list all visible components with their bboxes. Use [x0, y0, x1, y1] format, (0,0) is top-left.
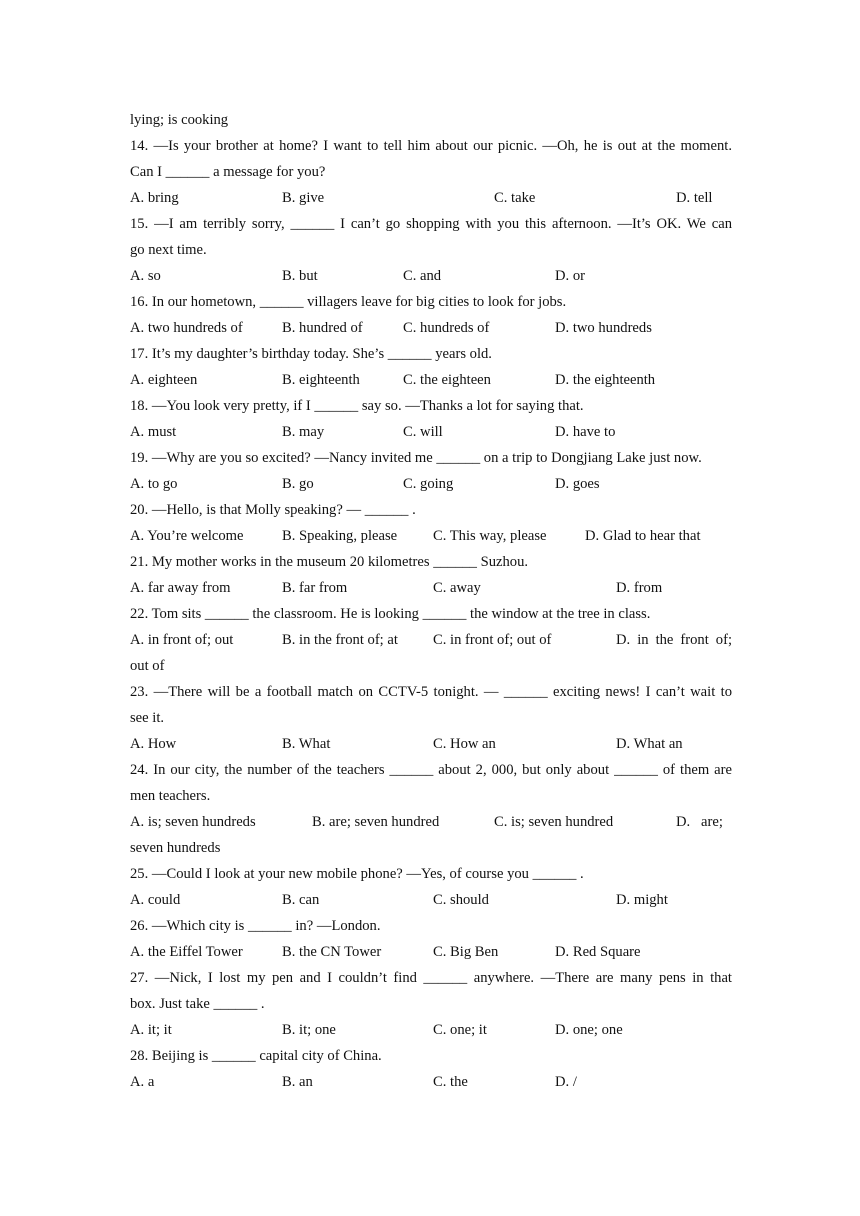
question-14-cont: Can I ______ a message for you?: [130, 164, 326, 180]
question-text: lying; is cooking: [130, 112, 229, 128]
option-d: D. from: [616, 580, 663, 596]
option-a: A. a: [130, 1074, 155, 1090]
option-a: A. must: [130, 424, 177, 440]
option-a: A. far away from: [130, 580, 231, 596]
option-d: D. Red Square: [555, 944, 641, 960]
option-b: B. the CN Tower: [282, 944, 382, 960]
question-27-cont: box. Just take ______ .: [130, 996, 265, 1012]
exam-page: [130, 107, 732, 1095]
options-28: [130, 1069, 732, 1095]
question-15: 15. —I am terribly sorry, ______ I can’t go shopping with you this afternoon. —It’s OK. We can: [130, 216, 732, 232]
option-c: C. the: [433, 1074, 468, 1090]
option-a: A. How: [130, 736, 177, 752]
option-c: C. How an: [433, 736, 496, 752]
option-d: D. one; one: [555, 1022, 623, 1038]
question-23: 23. —There will be a football match on CCTV-5 tonight. — ______ exciting news! I can’t wait to: [130, 684, 732, 700]
option-c: C. one; it: [433, 1022, 487, 1038]
question-18: 18. —You look very pretty, if I ______ say so. —Thanks a lot for saying that.: [130, 398, 584, 414]
options-27: [130, 1017, 732, 1043]
question-28: 28. Beijing is ______ capital city of China.: [130, 1048, 382, 1064]
options-16: [130, 315, 732, 341]
option-d-cont: out of: [130, 658, 165, 674]
option-d: D. might: [616, 892, 668, 908]
option-c: C. will: [403, 424, 443, 440]
option-b: B. may: [282, 424, 325, 440]
option-a: A. in front of; out: [130, 632, 234, 648]
option-d: D. the eighteenth: [555, 372, 656, 388]
option-a: A. bring: [130, 190, 179, 206]
option-b: B. What: [282, 736, 331, 752]
option-c: C. and: [403, 268, 442, 284]
question-23-cont: see it.: [130, 710, 165, 726]
option-a: A. is; seven hundreds: [130, 814, 256, 830]
question-17: 17. It’s my daughter’s birthday today. She’s ______ years old.: [130, 346, 492, 362]
option-b: B. it; one: [282, 1022, 336, 1038]
option-c: C. should: [433, 892, 489, 908]
question-25: 25. —Could I look at your new mobile phone? —Yes, of course you ______ .: [130, 866, 584, 882]
option-d: D. goes: [555, 476, 600, 492]
options-17: [130, 367, 732, 393]
option-d: D. Glad to hear that: [585, 528, 701, 544]
option-d: D. have to: [555, 424, 616, 440]
options-26: [130, 939, 732, 965]
option-d: D. tell: [676, 190, 713, 206]
option-b: B. hundred of: [282, 320, 363, 336]
option-d: D. or: [555, 268, 585, 284]
option-c: C. This way, please: [433, 528, 547, 544]
options-15: [130, 263, 732, 289]
option-a: A. two hundreds of: [130, 320, 243, 336]
question-16: 16. In our hometown, ______ villagers leave for big cities to look for jobs.: [130, 294, 567, 310]
options-20: [130, 523, 732, 549]
option-d: D. What an: [616, 736, 683, 752]
option-b: B. far from: [282, 580, 348, 596]
option-d: D. in the front of;: [616, 632, 732, 648]
question-26: 26. —Which city is ______ in? —London.: [130, 918, 381, 934]
option-a: A. the Eiffel Tower: [130, 944, 243, 960]
option-b: B. are; seven hundred: [312, 814, 440, 830]
option-d: D. /: [555, 1074, 577, 1090]
option-b: B. in the front of; at: [282, 632, 398, 648]
option-a: A. eighteen: [130, 372, 198, 388]
question-27: 27. —Nick, I lost my pen and I couldn’t find ______ anywhere. —There are many pens in that: [130, 970, 732, 986]
option-b: B. an: [282, 1074, 313, 1090]
option-b: B. but: [282, 268, 318, 284]
option-c: C. hundreds of: [403, 320, 490, 336]
question-22: 22. Tom sits ______ the classroom. He is looking ______ the window at the tree in class.: [130, 606, 651, 622]
option-b: B. Speaking, please: [282, 528, 398, 544]
question-19: 19. —Why are you so excited? —Nancy invited me ______ on a trip to Dongjiang Lake just now.: [130, 450, 702, 466]
options-14: [130, 185, 732, 211]
option-c: C. the eighteen: [403, 372, 491, 388]
option-d-cont: seven hundreds: [130, 840, 221, 856]
option-d: D.: [676, 814, 691, 830]
options-23: [130, 731, 732, 757]
question-14: 14. —Is your brother at home? I want to tell him about our picnic. —Oh, he is out at the moment.: [130, 138, 732, 154]
option-a: A. could: [130, 892, 181, 908]
option-a: A. so: [130, 268, 161, 284]
option-d: D. two hundreds: [555, 320, 652, 336]
option-a: A. it; it: [130, 1022, 172, 1038]
question-24-cont: men teachers.: [130, 788, 211, 804]
question-15-cont: go next time.: [130, 242, 207, 258]
question-21: 21. My mother works in the museum 20 kilometres ______ Suzhou.: [130, 554, 529, 570]
options-19: [130, 471, 732, 497]
option-b: B. give: [282, 190, 325, 206]
option-a: A. to go: [130, 476, 178, 492]
option-c: C. going: [403, 476, 454, 492]
option-d-text: are;: [701, 814, 723, 830]
options-21: [130, 575, 732, 601]
option-c: C. Big Ben: [433, 944, 499, 960]
option-a: A. You’re welcome: [130, 528, 244, 544]
question-24: 24. In our city, the number of the teachers ______ about 2, 000, but only about ______ of them are: [130, 762, 732, 778]
option-c: C. take: [494, 190, 536, 206]
options-25: [130, 887, 732, 913]
options-18: [130, 419, 732, 445]
option-b: B. go: [282, 476, 314, 492]
option-c: C. is; seven hundred: [494, 814, 614, 830]
question-20: 20. —Hello, is that Molly speaking? — ______ .: [130, 502, 416, 518]
option-b: B. eighteenth: [282, 372, 360, 388]
option-c: C. away: [433, 580, 481, 596]
options-22: [130, 627, 732, 653]
options-24: [130, 809, 732, 835]
option-b: B. can: [282, 892, 320, 908]
option-c: C. in front of; out of: [433, 632, 552, 648]
